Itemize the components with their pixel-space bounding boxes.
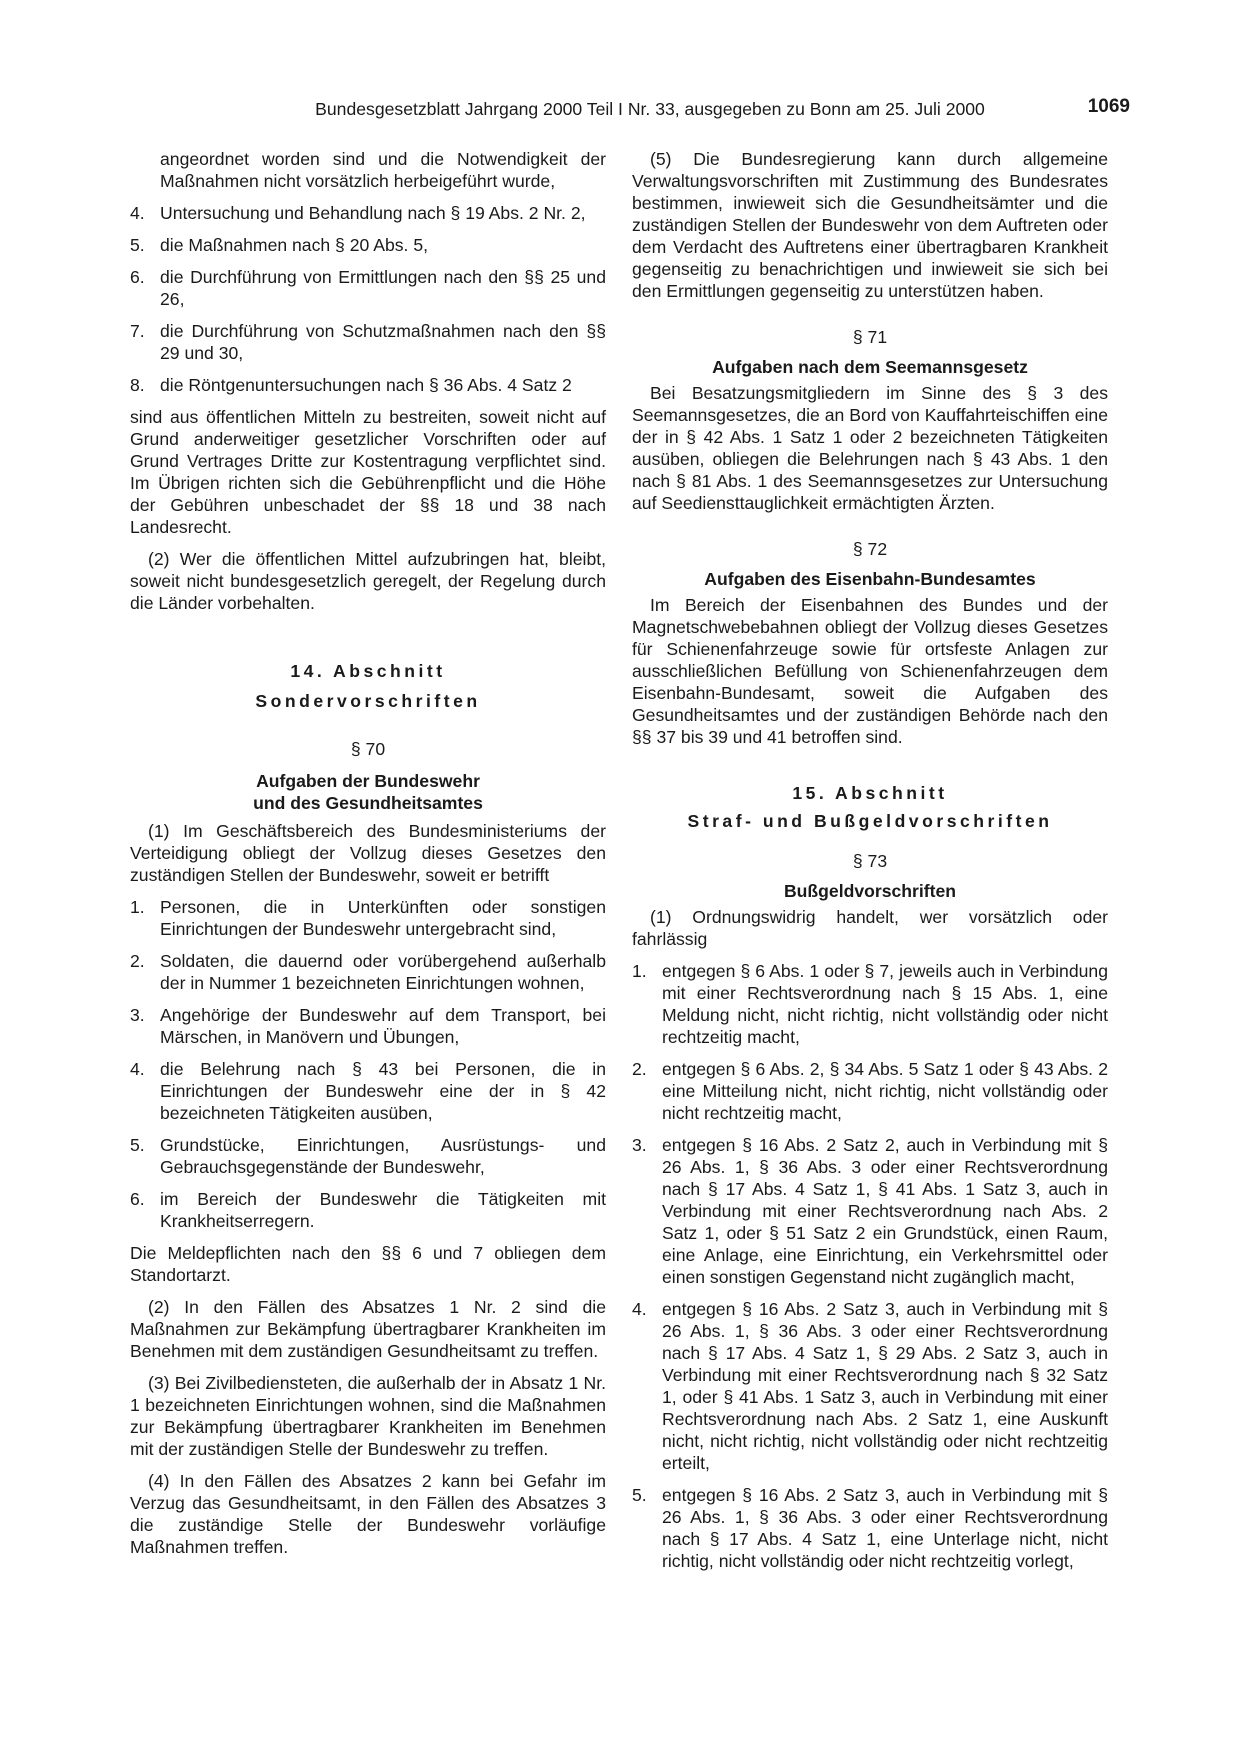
item-number: 6. <box>130 1189 145 1209</box>
item-number: 6. <box>130 267 145 287</box>
paragraph-abs1: (1) Im Geschäftsbereich des Bundesministeriums der Verteidigung obliegt der Vollzug dieses Gesetzes den zuständigen Stellen der Bundeswehr, soweit er betrifft <box>130 821 606 885</box>
item-text: die Belehrung nach § 43 bei Personen, die in Einrichtungen der Bundeswehr eine der in § 42 bezeichneten Tätigkeiten ausüben, <box>160 1059 606 1123</box>
item-text: im Bereich der Bundeswehr die Tätigkeiten mit Krankheitserregern. <box>160 1189 606 1231</box>
list-item <box>130 1004 606 1048</box>
item-number: 1. <box>632 961 647 981</box>
list-item <box>130 234 606 256</box>
paragraph-text: Bei Besatzungsmitgliedern im Sinne des § 3 des Seemannsgesetzes, die an Bord von Kauffahrteischiffen eine der in § 42 Abs. 1 Satz 1 oder 2 bezeichneten Tätigkeiten ausüben, obliegen die Belehrungen nach § 43 Abs. 1 den nach § 81 Abs. 1 des Seemannsgesetzes zur Untersuchung auf Seediensttauglichkeit ermächtigten Ärzten. <box>632 383 1108 513</box>
item-number: 1. <box>130 897 145 917</box>
paragraph: Die Meldepflichten nach den §§ 6 und 7 obliegen dem Standortarzt. <box>130 1243 606 1285</box>
page-header <box>130 98 1130 126</box>
section-number: 14. Abschnitt <box>290 661 446 681</box>
paragraph-abs3: (3) Bei Zivilbediensteten, die außerhalb der in Absatz 1 Nr. 1 bezeichneten Einrichtungen wohnen, sind die Maßnahmen zur Bekämpfung übertragbarer Krankheiten im Benehmen mit der zuständigen Stelle der Bundeswehr zu treffen. <box>130 1373 606 1459</box>
item-number: 8. <box>130 375 145 395</box>
paragraph-label: § 70 <box>350 739 386 759</box>
item-number: 4. <box>130 203 145 223</box>
list-item <box>130 896 606 940</box>
paragraph-label: § 71 <box>852 327 888 347</box>
item-number: 3. <box>130 1005 145 1025</box>
item-text: Personen, die in Unterkünften oder sonstigen Einrichtungen der Bundeswehr untergebracht sind, <box>160 897 606 939</box>
item-text: die Röntgenuntersuchungen nach § 36 Abs. 4 Satz 2 <box>160 375 572 395</box>
continued-item-text: angeordnet worden sind und die Notwendigkeit der Maßnahmen nicht vorsätzlich herbeigeführt wurde, <box>160 149 606 191</box>
item-number: 4. <box>130 1059 145 1079</box>
paragraph-heading: Aufgaben des Eisenbahn-Bundesamtes <box>704 569 1036 589</box>
list-item <box>130 950 606 994</box>
item-text: entgegen § 16 Abs. 2 Satz 3, auch in Verbindung mit § 26 Abs. 1, § 36 Abs. 3 oder einer Rechtsverordnung nach § 17 Abs. 4 Satz 1, § 29 Abs. 2 Satz 3, auch in Verbindung mit einer Rechtsverordnung nach § 32 Satz 1, oder § 41 Abs. 1 Satz 3, auch in Verbindung mit einer Rechtsverordnung nach Abs. 2 Satz 1, eine Auskunft nicht, nicht richtig, nicht vollständig oder nicht rechtzeitig erteilt, <box>662 1299 1108 1473</box>
list-item <box>130 1188 606 1232</box>
paragraph-text: Im Bereich der Eisenbahnen des Bundes und der Magnetschwebebahnen obliegt der Vollzug dieses Gesetzes für Schienenfahrzeuge sowie für ortsfeste Anlagen zur ausschließlichen Befüllung von Schienenfahrzeugen dem Eisenbahn-Bundesamt, soweit die Aufgaben des Gesundheitsamtes und der zuständigen Behörde nach den §§ 37 bis 39 und 41 betroffen sind. <box>632 595 1108 747</box>
page-number: 1069 <box>1087 96 1130 117</box>
list-item <box>130 266 606 310</box>
list-item <box>130 374 606 396</box>
item-text: entgegen § 16 Abs. 2 Satz 2, auch in Verbindung mit § 26 Abs. 1, § 36 Abs. 3 oder einer Rechtsverordnung nach § 17 Abs. 4 Satz 1, § 41 Abs. 1 Satz 3, auch in Verbindung mit einer Rechtsverordnung nach Abs. 2 Satz 1, oder § 51 Satz 2 ein Grundstück, einen Raum, eine Anlage, eine Einrichtung, ein Verkehrsmittel oder einen sonstigen Gegenstand nicht zugänglich macht, <box>662 1135 1108 1287</box>
paragraph-label: § 72 <box>852 539 888 559</box>
paragraph-abs4: (4) In den Fällen des Absatzes 2 kann bei Gefahr im Verzug das Gesundheitsamt, in den Fällen des Absatzes 3 die zuständige Stelle der Bundeswehr vorläufige Maßnahmen treffen. <box>130 1471 606 1557</box>
paragraph-abs5: (5) Die Bundesregierung kann durch allgemeine Verwaltungsvorschriften mit Zustimmung des Bundesrates bestimmen, inwieweit sich die Gesundheitsämter und die zuständigen Stellen der Bundeswehr von dem Auftreten oder dem Verdacht des Auftretens einer übertragbaren Krankheit gegenseitig zu benachrichtigen und inwieweit sie sich bei den Ermittlungen gegenseitig zu unterstützen haben. <box>632 149 1108 301</box>
section-number: 15. Abschnitt <box>792 783 948 803</box>
item-text: die Durchführung von Ermittlungen nach den §§ 25 und 26, <box>160 267 606 309</box>
list-item <box>632 1484 1108 1572</box>
list-item <box>632 960 1108 1048</box>
item-text: Angehörige der Bundeswehr auf dem Transport, bei Märschen, in Manövern und Übungen, <box>160 1005 606 1047</box>
item-number: 5. <box>130 1135 145 1155</box>
list-item <box>130 202 606 224</box>
item-number: 2. <box>130 951 145 971</box>
item-number: 5. <box>632 1485 647 1505</box>
item-text: die Maßnahmen nach § 20 Abs. 5, <box>160 235 428 255</box>
item-text: Soldaten, die dauernd oder vorübergehend außerhalb der in Nummer 1 bezeichneten Einrichtungen wohnen, <box>160 951 606 993</box>
item-text: die Durchführung von Schutzmaßnahmen nach den §§ 29 und 30, <box>160 321 606 363</box>
item-number: 4. <box>632 1299 647 1319</box>
paragraph-abs2: (2) In den Fällen des Absatzes 1 Nr. 2 sind die Maßnahmen zur Bekämpfung übertragbarer Krankheiten im Benehmen mit dem zuständigen Gesundheitsamt zu treffen. <box>130 1297 606 1361</box>
list-item <box>130 1134 606 1178</box>
item-text: Grundstücke, Einrichtungen, Ausrüstungs- und Gebrauchsgegenstände der Bundeswehr, <box>160 1135 606 1177</box>
header-title: Bundesgesetzblatt Jahrgang 2000 Teil I Nr. 33, ausgegeben zu Bonn am 25. Juli 2000 <box>315 99 985 119</box>
paragraph-label: § 73 <box>852 851 888 871</box>
item-text: entgegen § 6 Abs. 2, § 34 Abs. 5 Satz 1 oder § 43 Abs. 2 eine Mitteilung nicht, nicht richtig, nicht vollständig oder nicht rechtzeitig macht, <box>662 1059 1108 1123</box>
item-number: 3. <box>632 1135 647 1155</box>
item-text: entgegen § 16 Abs. 2 Satz 3, auch in Verbindung mit § 26 Abs. 1, § 36 Abs. 3 oder einer Rechtsverordnung nach § 17 Abs. 4 Satz 1, eine Unterlage nicht, nicht richtig, nicht vollständig oder nicht rechtzeitig vorlegt, <box>662 1485 1108 1571</box>
item-number: 2. <box>632 1059 647 1079</box>
item-number: 7. <box>130 321 145 341</box>
list-item <box>632 1058 1108 1124</box>
item-text: Untersuchung und Behandlung nach § 19 Abs. 2 Nr. 2, <box>160 203 586 223</box>
right-column <box>632 148 1108 1582</box>
item-number: 5. <box>130 235 145 255</box>
paragraph: sind aus öffentlichen Mitteln zu bestreiten, soweit nicht auf Grund anderweitiger gesetzlicher Vorschriften oder auf Grund Vertrages Dritte zur Kostentragung verpflichtet sind. Im Übrigen richten sich die Gebührenpflicht und die Höhe der Gebühren unbeschadet der §§ 18 und 38 nach Landesrecht. <box>130 407 606 537</box>
paragraph-abs1: (1) Ordnungswidrig handelt, wer vorsätzlich oder fahrlässig <box>632 907 1108 949</box>
paragraph-heading: und des Gesundheitsamtes <box>253 793 483 813</box>
list-item <box>130 1058 606 1124</box>
left-column <box>130 148 606 1568</box>
item-text: entgegen § 6 Abs. 1 oder § 7, jeweils auch in Verbindung mit einer Rechtsverordnung nach § 15 Abs. 1, eine Meldung nicht, nicht richtig, nicht vollständig oder nicht rechtzeitig macht, <box>662 961 1108 1047</box>
section-title: Sondervorschriften <box>255 691 481 711</box>
paragraph-abs2: (2) Wer die öffentlichen Mittel aufzubringen hat, bleibt, soweit nicht bundesgesetzlich geregelt, der Regelung durch die Länder vorbehalten. <box>130 549 606 613</box>
paragraph-heading: Aufgaben nach dem Seemannsgesetz <box>712 357 1028 377</box>
paragraph-heading: Aufgaben der Bundeswehr <box>256 771 480 791</box>
list-item <box>632 1134 1108 1288</box>
list-item <box>130 320 606 364</box>
section-title: Straf- und Bußgeldvorschriften <box>687 811 1053 831</box>
paragraph-heading: Bußgeldvorschriften <box>783 881 957 901</box>
list-item <box>632 1298 1108 1474</box>
